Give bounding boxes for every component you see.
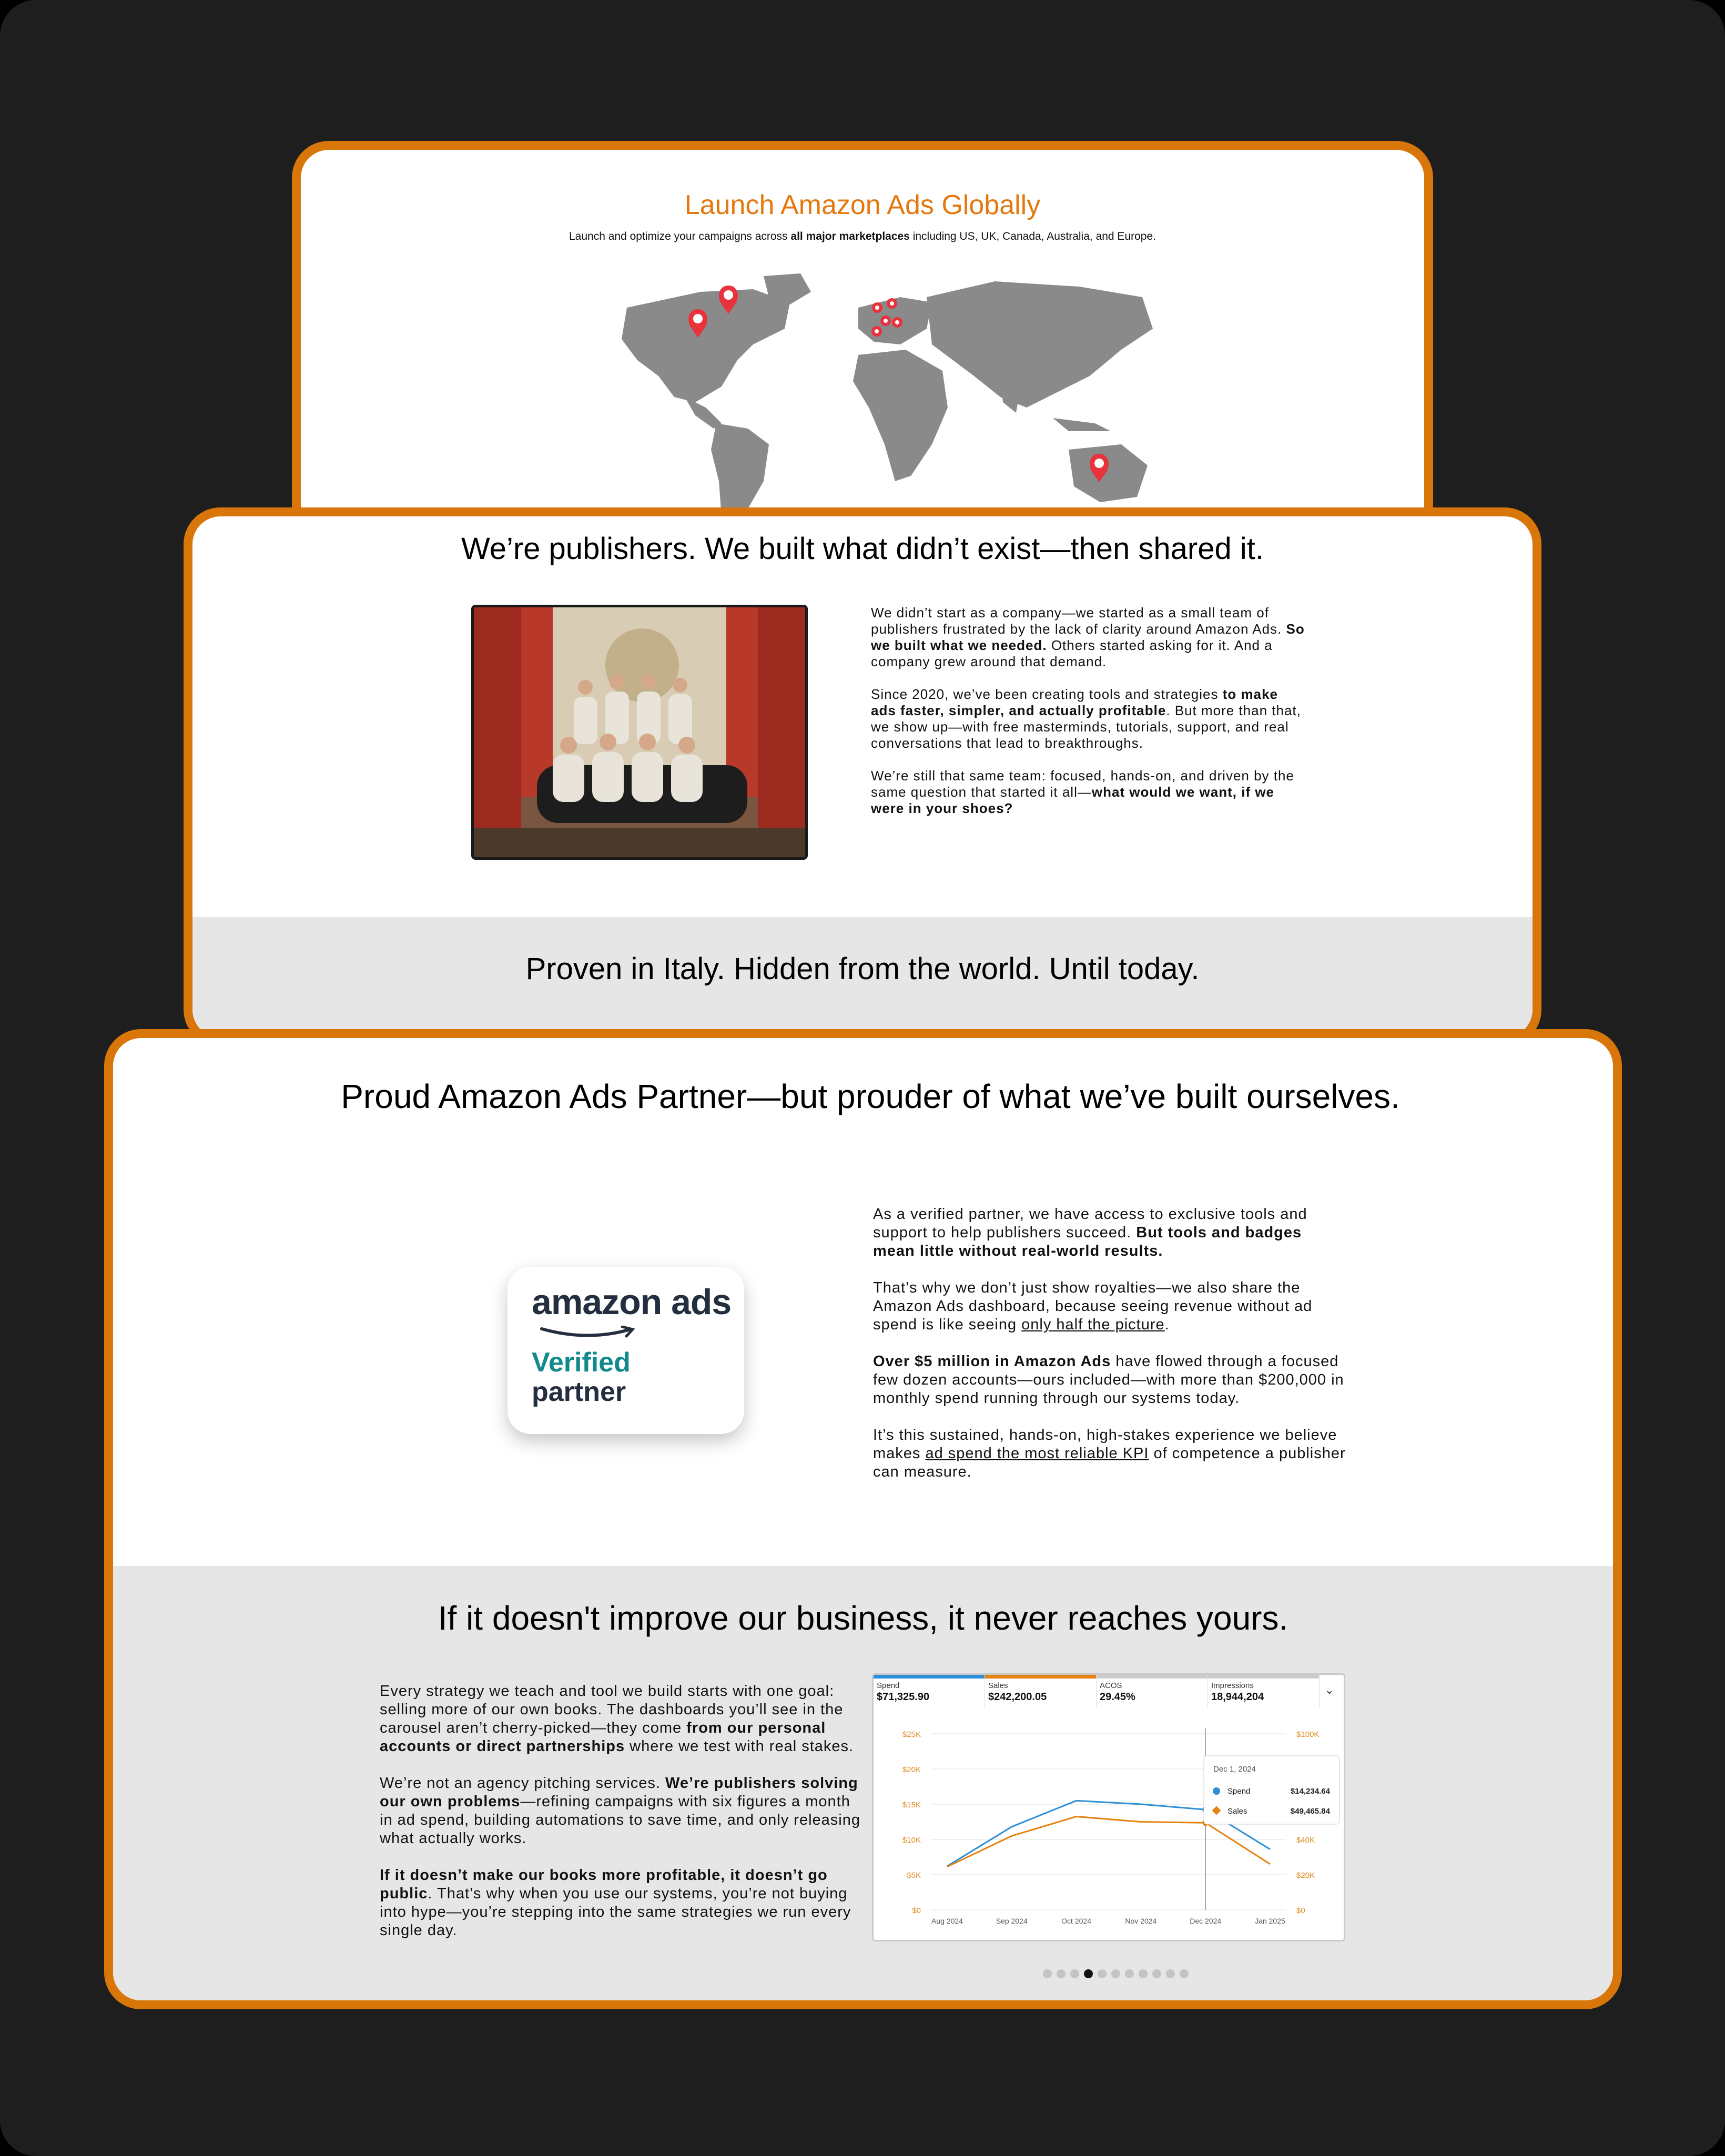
- north-america-shape: [622, 289, 790, 402]
- half-picture-link[interactable]: only half the picture: [1021, 1316, 1165, 1333]
- y-tick-label-left: $25K: [902, 1730, 921, 1739]
- carousel-dot[interactable]: [1139, 1969, 1148, 1978]
- metric-accent: [985, 1675, 1096, 1679]
- africa-shape: [853, 350, 948, 481]
- about-paragraph: We didn’t start as a company—we started as a small team of publishers frustrated by the lack of clarity around Amazon Ads. So we built what we needed. Others started asking for it. And a company grew around that demand.: [871, 605, 1305, 669]
- metric-accent: [1097, 1675, 1208, 1679]
- global-ads-card: [292, 141, 1433, 541]
- metric-sales: [985, 1675, 1097, 1707]
- business-text: [380, 1682, 864, 1958]
- map-pin-icon: [871, 326, 882, 337]
- carousel-dot[interactable]: [1152, 1969, 1161, 1978]
- spend-dot-icon: [1213, 1787, 1220, 1795]
- x-tick-label: Sep 2024: [996, 1917, 1028, 1925]
- metric-label: Sales: [988, 1681, 1008, 1690]
- business-paragraph: If it doesn’t make our books more profitable, it doesn’t go public. That’s why when you use our systems, you’re not buying into hype—you’re stepping into the same strategies we run every single day.: [380, 1867, 851, 1939]
- y-tick-label-right: $0: [1296, 1906, 1305, 1915]
- about-title: We’re publishers. We built what didn’t exist—then shared it.: [461, 532, 1264, 566]
- tooltip-spend-value: $14,234.64: [1290, 1787, 1330, 1796]
- tooltip-spend-label: Spend: [1227, 1787, 1251, 1796]
- y-tick-label-right: $100K: [1296, 1730, 1320, 1739]
- partner-text: [873, 1205, 1346, 1500]
- x-tick-label: Aug 2024: [931, 1917, 963, 1925]
- metric-value: $242,200.05: [988, 1691, 1047, 1703]
- tooltip-date: Dec 1, 2024: [1213, 1765, 1256, 1774]
- global-ads-title: Launch Amazon Ads Globally: [684, 190, 1041, 220]
- indonesia-shape: [1053, 418, 1111, 431]
- partner-card: [104, 1029, 1622, 2009]
- metric-label: Impressions: [1211, 1681, 1254, 1690]
- y-tick-label-left: $10K: [902, 1836, 921, 1845]
- reliable-kpi-link[interactable]: ad spend the most reliable KPI: [925, 1445, 1149, 1462]
- partner-paragraph: It’s this sustained, hands-on, high-stakes experience we believe makes ad spend the most reliable KPI of competence a publisher can measure.: [873, 1427, 1346, 1480]
- metric-impressions: [1208, 1675, 1320, 1707]
- metric-spend: [874, 1675, 985, 1707]
- about-publishers-card: [184, 507, 1541, 1046]
- carousel-dot[interactable]: [1084, 1969, 1093, 1978]
- x-tick-label: Nov 2024: [1125, 1917, 1157, 1925]
- ads-dashboard-screenshot: [872, 1673, 1345, 1941]
- metric-value: 29.45%: [1100, 1691, 1135, 1703]
- x-tick-label: Oct 2024: [1061, 1917, 1092, 1925]
- partner-paragraph: That’s why we don’t just show royalties—we also share the Amazon Ads dashboard, because seeing revenue without ad spend is like seeing only half the picture.: [873, 1279, 1313, 1333]
- business-paragraph: Every strategy we teach and tool we build starts with one goal: selling more of our own books. The dashboards you’ll see in the carousel aren’t cherry-picked—they come from our personal accounts or direct partnerships where we test with real stakes.: [380, 1683, 854, 1755]
- about-paragraph: Since 2020, we’ve been creating tools and strategies to make ads faster, simpler, and actually profitable. But more than that, we show up—with free masterminds, tutorials, support, and real conversations that lead to breakthroughs.: [871, 686, 1301, 751]
- y-tick-label-left: $5K: [907, 1871, 921, 1880]
- world-map: [564, 271, 1205, 541]
- badge-verified-label: Verified: [532, 1347, 631, 1378]
- india-shape: [1000, 376, 1021, 413]
- map-pin-icon: [880, 316, 891, 326]
- map-pin-icon: [887, 298, 897, 309]
- tooltip-sales-label: Sales: [1227, 1807, 1247, 1816]
- carousel-dot[interactable]: [1180, 1969, 1189, 1978]
- metric-value: 18,944,204: [1211, 1691, 1264, 1703]
- about-text: [871, 605, 1307, 833]
- metric-accent: [1208, 1675, 1319, 1679]
- business-band-title: If it doesn't improve our business, it never reaches yours.: [438, 1599, 1288, 1637]
- australia-shape: [1069, 444, 1148, 502]
- metric-accent: [874, 1675, 985, 1679]
- carousel-dot[interactable]: [1070, 1969, 1079, 1978]
- badge-partner-label: partner: [532, 1377, 626, 1407]
- amazon-smile-icon: [539, 1326, 644, 1339]
- tooltip-sales-value: $49,465.84: [1290, 1807, 1330, 1816]
- carousel-dot[interactable]: [1057, 1969, 1066, 1978]
- map-pin-icon: [892, 317, 902, 328]
- partner-title: Proud Amazon Ads Partner—but prouder of what we’ve built ourselves.: [341, 1077, 1400, 1115]
- amazon-ads-logo: amazon ads: [532, 1282, 732, 1322]
- y-tick-label-right: $20K: [1296, 1871, 1315, 1880]
- carousel-dots: [1043, 1969, 1201, 1980]
- business-paragraph: We’re not an agency pitching services. We’re publishers solving our own problems—refining campaigns with six figures a month in ad spend, building automations to save time, and only releasing what actually works.: [380, 1775, 860, 1847]
- carousel-dot[interactable]: [1043, 1969, 1052, 1978]
- team-photo: [471, 605, 808, 860]
- x-tick-label: Jan 2025: [1255, 1917, 1285, 1925]
- amazon-ads-verified-badge: [508, 1267, 744, 1434]
- partner-paragraph: Over $5 million in Amazon Ads have flowed through a focused few dozen accounts—ours included—with more than $200,000 in monthly spend running through our systems today.: [873, 1353, 1344, 1407]
- metric-label: ACOS: [1100, 1681, 1122, 1690]
- central-america-shape: [685, 397, 722, 429]
- about-paragraph: We’re still that same team: focused, hands-on, and driven by the same question that started it all—what would we want, if we were in your shoes?: [871, 768, 1294, 816]
- metric-label: Spend: [877, 1681, 900, 1690]
- spend-sales-line-chart: [874, 1707, 1344, 1940]
- y-tick-label-right: $40K: [1296, 1836, 1315, 1845]
- y-tick-label-left: $20K: [902, 1765, 921, 1774]
- asia-shape: [927, 281, 1153, 408]
- y-tick-label-left: $0: [912, 1906, 921, 1915]
- global-ads-subtitle: Launch and optimize your campaigns across all major marketplaces including US, UK, Canada, Australia, and Europe.: [569, 230, 1156, 242]
- partner-paragraph: As a verified partner, we have access to exclusive tools and support to help publishers succeed. But tools and badges mean little without real-world results.: [873, 1206, 1307, 1259]
- metric-value: $71,325.90: [877, 1691, 930, 1703]
- map-pin-icon: [872, 302, 882, 313]
- carousel-dot[interactable]: [1125, 1969, 1134, 1978]
- carousel-dot[interactable]: [1098, 1969, 1107, 1978]
- chevron-down-icon[interactable]: ⌄: [1324, 1683, 1334, 1696]
- metric-acos: [1097, 1675, 1208, 1707]
- y-tick-label-left: $15K: [902, 1801, 921, 1809]
- carousel-dot[interactable]: [1111, 1969, 1120, 1978]
- italy-band-title: Proven in Italy. Hidden from the world. Until today.: [525, 952, 1200, 986]
- x-tick-label: Dec 2024: [1190, 1917, 1222, 1925]
- carousel-dot[interactable]: [1166, 1969, 1175, 1978]
